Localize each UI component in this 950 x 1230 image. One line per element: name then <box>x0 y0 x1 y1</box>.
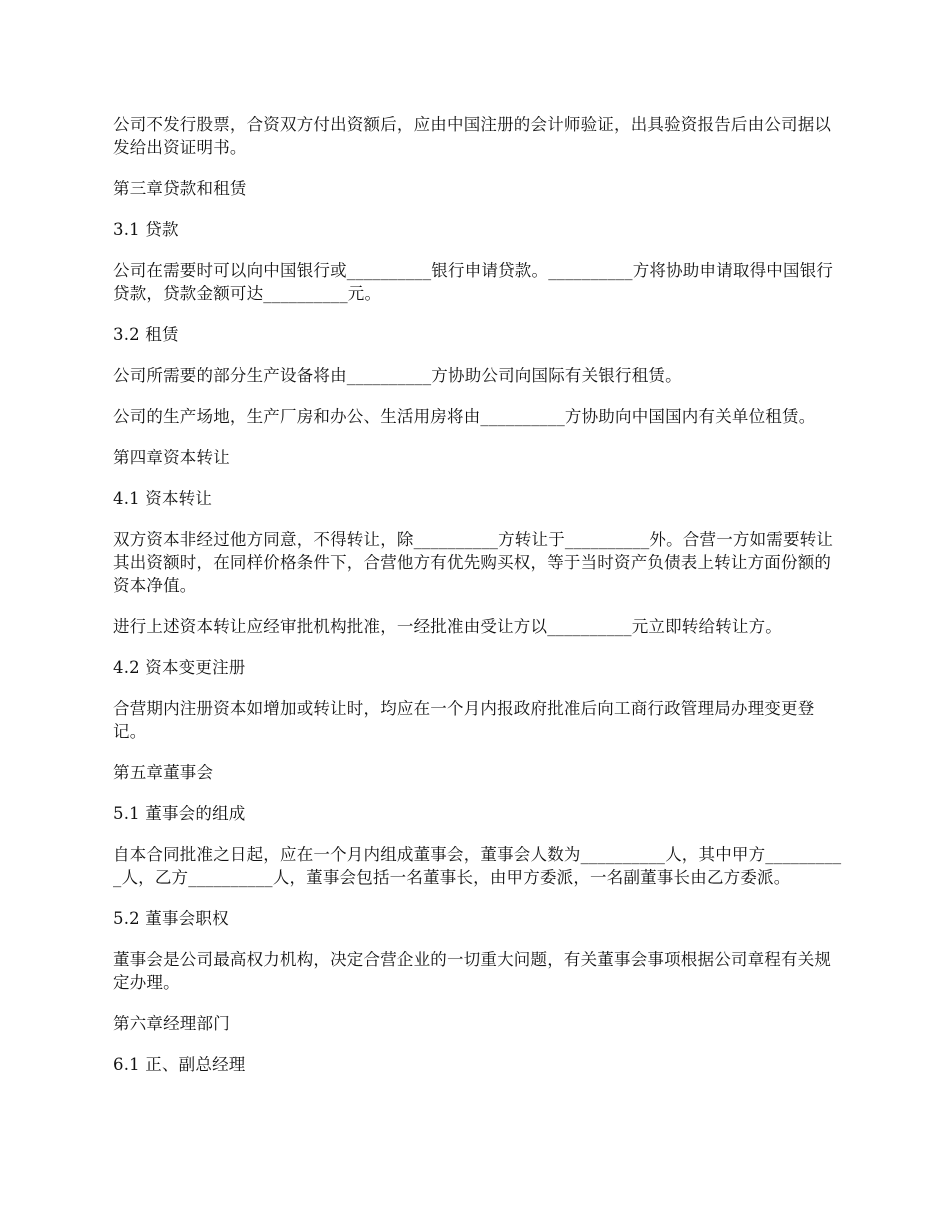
section-heading-leasing: 3.2 租赁 <box>113 325 179 344</box>
chapter-heading-loans-and-leasing: 第三章贷款和租赁 <box>113 179 247 198</box>
section-heading-loans: 3.1 贷款 <box>113 220 179 239</box>
section-heading-board-powers: 5.2 董事会职权 <box>113 909 229 928</box>
section-heading-general-managers: 6.1 正、副总经理 <box>113 1055 246 1074</box>
section-heading-board-composition: 5.1 董事会的组成 <box>113 804 246 823</box>
paragraph-transfer-approval: 进行上述资本转让应经审批机构批准，一经批准由受让方以__________元立即转给转让方。 <box>113 617 782 636</box>
paragraph-transfer-consent: 双方资本非经过他方同意，不得转让，除__________方转让于__________外。合营一方如需要转让其出资额时，在同样价格条件下，合营他方有优先购买权，等于当时资产负债表上转让方面份额的资本净值。 <box>113 530 834 595</box>
section-heading-capital-transfer: 4.1 资本转让 <box>113 489 213 508</box>
paragraph-premises-leasing: 公司的生产场地，生产厂房和办公、生活用房将由__________方协助向中国国内有关单位租赁。 <box>113 407 816 426</box>
paragraph-capital-verification: 公司不发行股票，合资双方付出资额后，应由中国注册的会计师验证，出具验资报告后由公司据以发给出资证明书。 <box>113 115 832 157</box>
paragraph-loans: 公司在需要时可以向中国银行或__________银行申请贷款。__________方将协助申请取得中国银行贷款，贷款金额可达__________元。 <box>113 261 834 303</box>
paragraph-change-registration: 合营期内注册资本如增加或转让时，均应在一个月内报政府批准后向工商行政管理局办理变更登记。 <box>113 699 815 741</box>
chapter-heading-capital-transfer: 第四章资本转让 <box>113 448 230 467</box>
section-heading-capital-change-registration: 4.2 资本变更注册 <box>113 658 246 677</box>
chapter-heading-board-of-directors: 第五章董事会 <box>113 763 214 782</box>
paragraph-equipment-leasing: 公司所需要的部分生产设备将由__________方协助公司向国际有关银行租赁。 <box>113 366 682 385</box>
paragraph-board-composition: 自本合同批准之日起，应在一个月内组成董事会，董事会人数为__________人，其中甲方__________人，乙方__________人，董事会包括一名董事长，由甲方委派，一名副董事长由乙方委派。 <box>113 845 842 887</box>
paragraph-board-powers: 董事会是公司最高权力机构，决定合营企业的一切重大问题，有关董事会事项根据公司章程有关规定办理。 <box>113 950 832 992</box>
chapter-heading-management: 第六章经理部门 <box>113 1014 230 1033</box>
